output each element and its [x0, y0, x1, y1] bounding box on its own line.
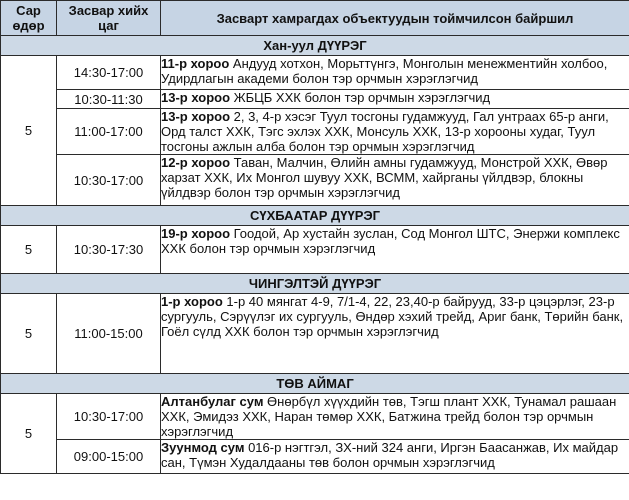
time-cell: 10:30-17:00 [57, 155, 161, 206]
day-cell: 5 [1, 394, 57, 474]
location-details: ЖБЦБ ХХК болон тэр орчмын хэрэглэгчид [230, 90, 491, 105]
table-row [1, 226, 629, 274]
time-cell: 14:30-17:00 [57, 56, 161, 90]
district-heading: ЧИНГЭЛТЭЙ ДҮҮРЭГ [1, 274, 629, 294]
location-cell [161, 394, 629, 440]
area-name: 11-р хороо [161, 56, 230, 71]
district-row [1, 274, 629, 294]
district-row [1, 36, 629, 56]
location-details: 016-р нэгтгэл, ЗХ-ний 324 анги, Иргэн Баасанжав, Их майдар сан, Түмэн Худалдааны төв болон орчмын хэрэглэгчид [161, 440, 619, 470]
time-cell: 09:00-15:00 [57, 440, 161, 474]
table-row [1, 56, 629, 90]
table-row [1, 294, 629, 374]
area-name: 1-р хороо [161, 294, 223, 309]
location-details: Таван, Малчин, Өлийн амны гудамжууд, Монстрой ХХК, Өвөр харзат ХХК, Их Монгол шувуу ХХК, ВСММ, хайрганы үйлдвэр, блокны үйлдвэр болон тэр орчмын хэрэглэгчид [161, 155, 608, 200]
location-details: Өнөрбүл хүүхдийн төв, Тэгш плант ХХК, Тунамал рашаан ХХК, Эмидэз ХХК, Наран төмөр ХХК, Батжина трейд болон тэр орчмын хэрэглэгчид [161, 394, 617, 439]
area-name: 13-р хороо [161, 90, 231, 105]
district-row [1, 206, 629, 226]
area-name: 13-р хороо [161, 109, 231, 124]
location-details: Гоодой, Ар хустайн зуслан, Сод Монгол ШТС, Энержи комплекс ХХК болон тэр орчмын хэрэглэгчид [161, 226, 620, 256]
location-cell [161, 56, 629, 90]
day-cell: 5 [1, 56, 57, 206]
time-cell: 11:00-17:00 [57, 109, 161, 155]
location-cell [161, 226, 629, 274]
header-time: Засвар хийх цаг [57, 1, 161, 36]
table-row [1, 109, 629, 155]
district-row [1, 374, 629, 394]
location-cell [161, 90, 629, 109]
district-heading: СҮХБААТАР ДҮҮРЭГ [1, 206, 629, 226]
location-cell [161, 294, 629, 374]
table-row [1, 90, 629, 109]
area-name: Алтанбулаг сум [161, 394, 264, 409]
day-cell: 5 [1, 226, 57, 274]
location-cell [161, 440, 629, 474]
table-row [1, 394, 629, 440]
area-name: Зуунмод сум [161, 440, 245, 455]
day-cell: 5 [1, 294, 57, 374]
area-name: 12-р хороо [161, 155, 231, 170]
time-cell: 10:30-17:30 [57, 226, 161, 274]
time-cell: 11:00-15:00 [57, 294, 161, 374]
time-cell: 10:30-17:00 [57, 394, 161, 440]
table-row [1, 440, 629, 474]
table-row [1, 155, 629, 206]
area-name: 19-р хороо [161, 226, 231, 241]
time-cell: 10:30-11:30 [57, 90, 161, 109]
district-heading: Хан-уул ДҮҮРЭГ [1, 36, 629, 56]
location-details: Андууд хотхон, Морьттүнгэ, Монголын менежментийн холбоо, Удирдлагын академи болон тэр орчмын хэрэглэгчид [161, 56, 608, 86]
location-cell [161, 109, 629, 155]
header-day: Сар өдөр [1, 1, 57, 36]
district-heading: ТӨВ АЙМАГ [1, 374, 629, 394]
location-cell [161, 155, 629, 206]
header-location: Засварт хамрагдах объектуудын тоймчилсон байршил [161, 1, 629, 36]
location-details: 2, 3, 4-р хэсэг Туул тосгоны гудамжууд, Гал унтраах 65-р анги, Орд талст ХХК, Тэгс эхлэх ХХК, Монсуль ХХК, 13-р хорооны худаг, Туул тосгоны ажлын алба болон тэр орчмын хэрэглэгчид [161, 109, 609, 154]
location-details: 1-р 40 мянгат 4-9, 7/1-4, 22, 23,40-р байрууд, 33-р цэцэрлэг, 23-р сургууль, Сэрүүлэг их сургууль, Өндөр хэхий трейд, Ариг банк, Төрийн банк, Гоёл сүлд ХХК болон тэр орчмын хэрэглэгчид [161, 294, 624, 339]
header-row [1, 1, 629, 36]
